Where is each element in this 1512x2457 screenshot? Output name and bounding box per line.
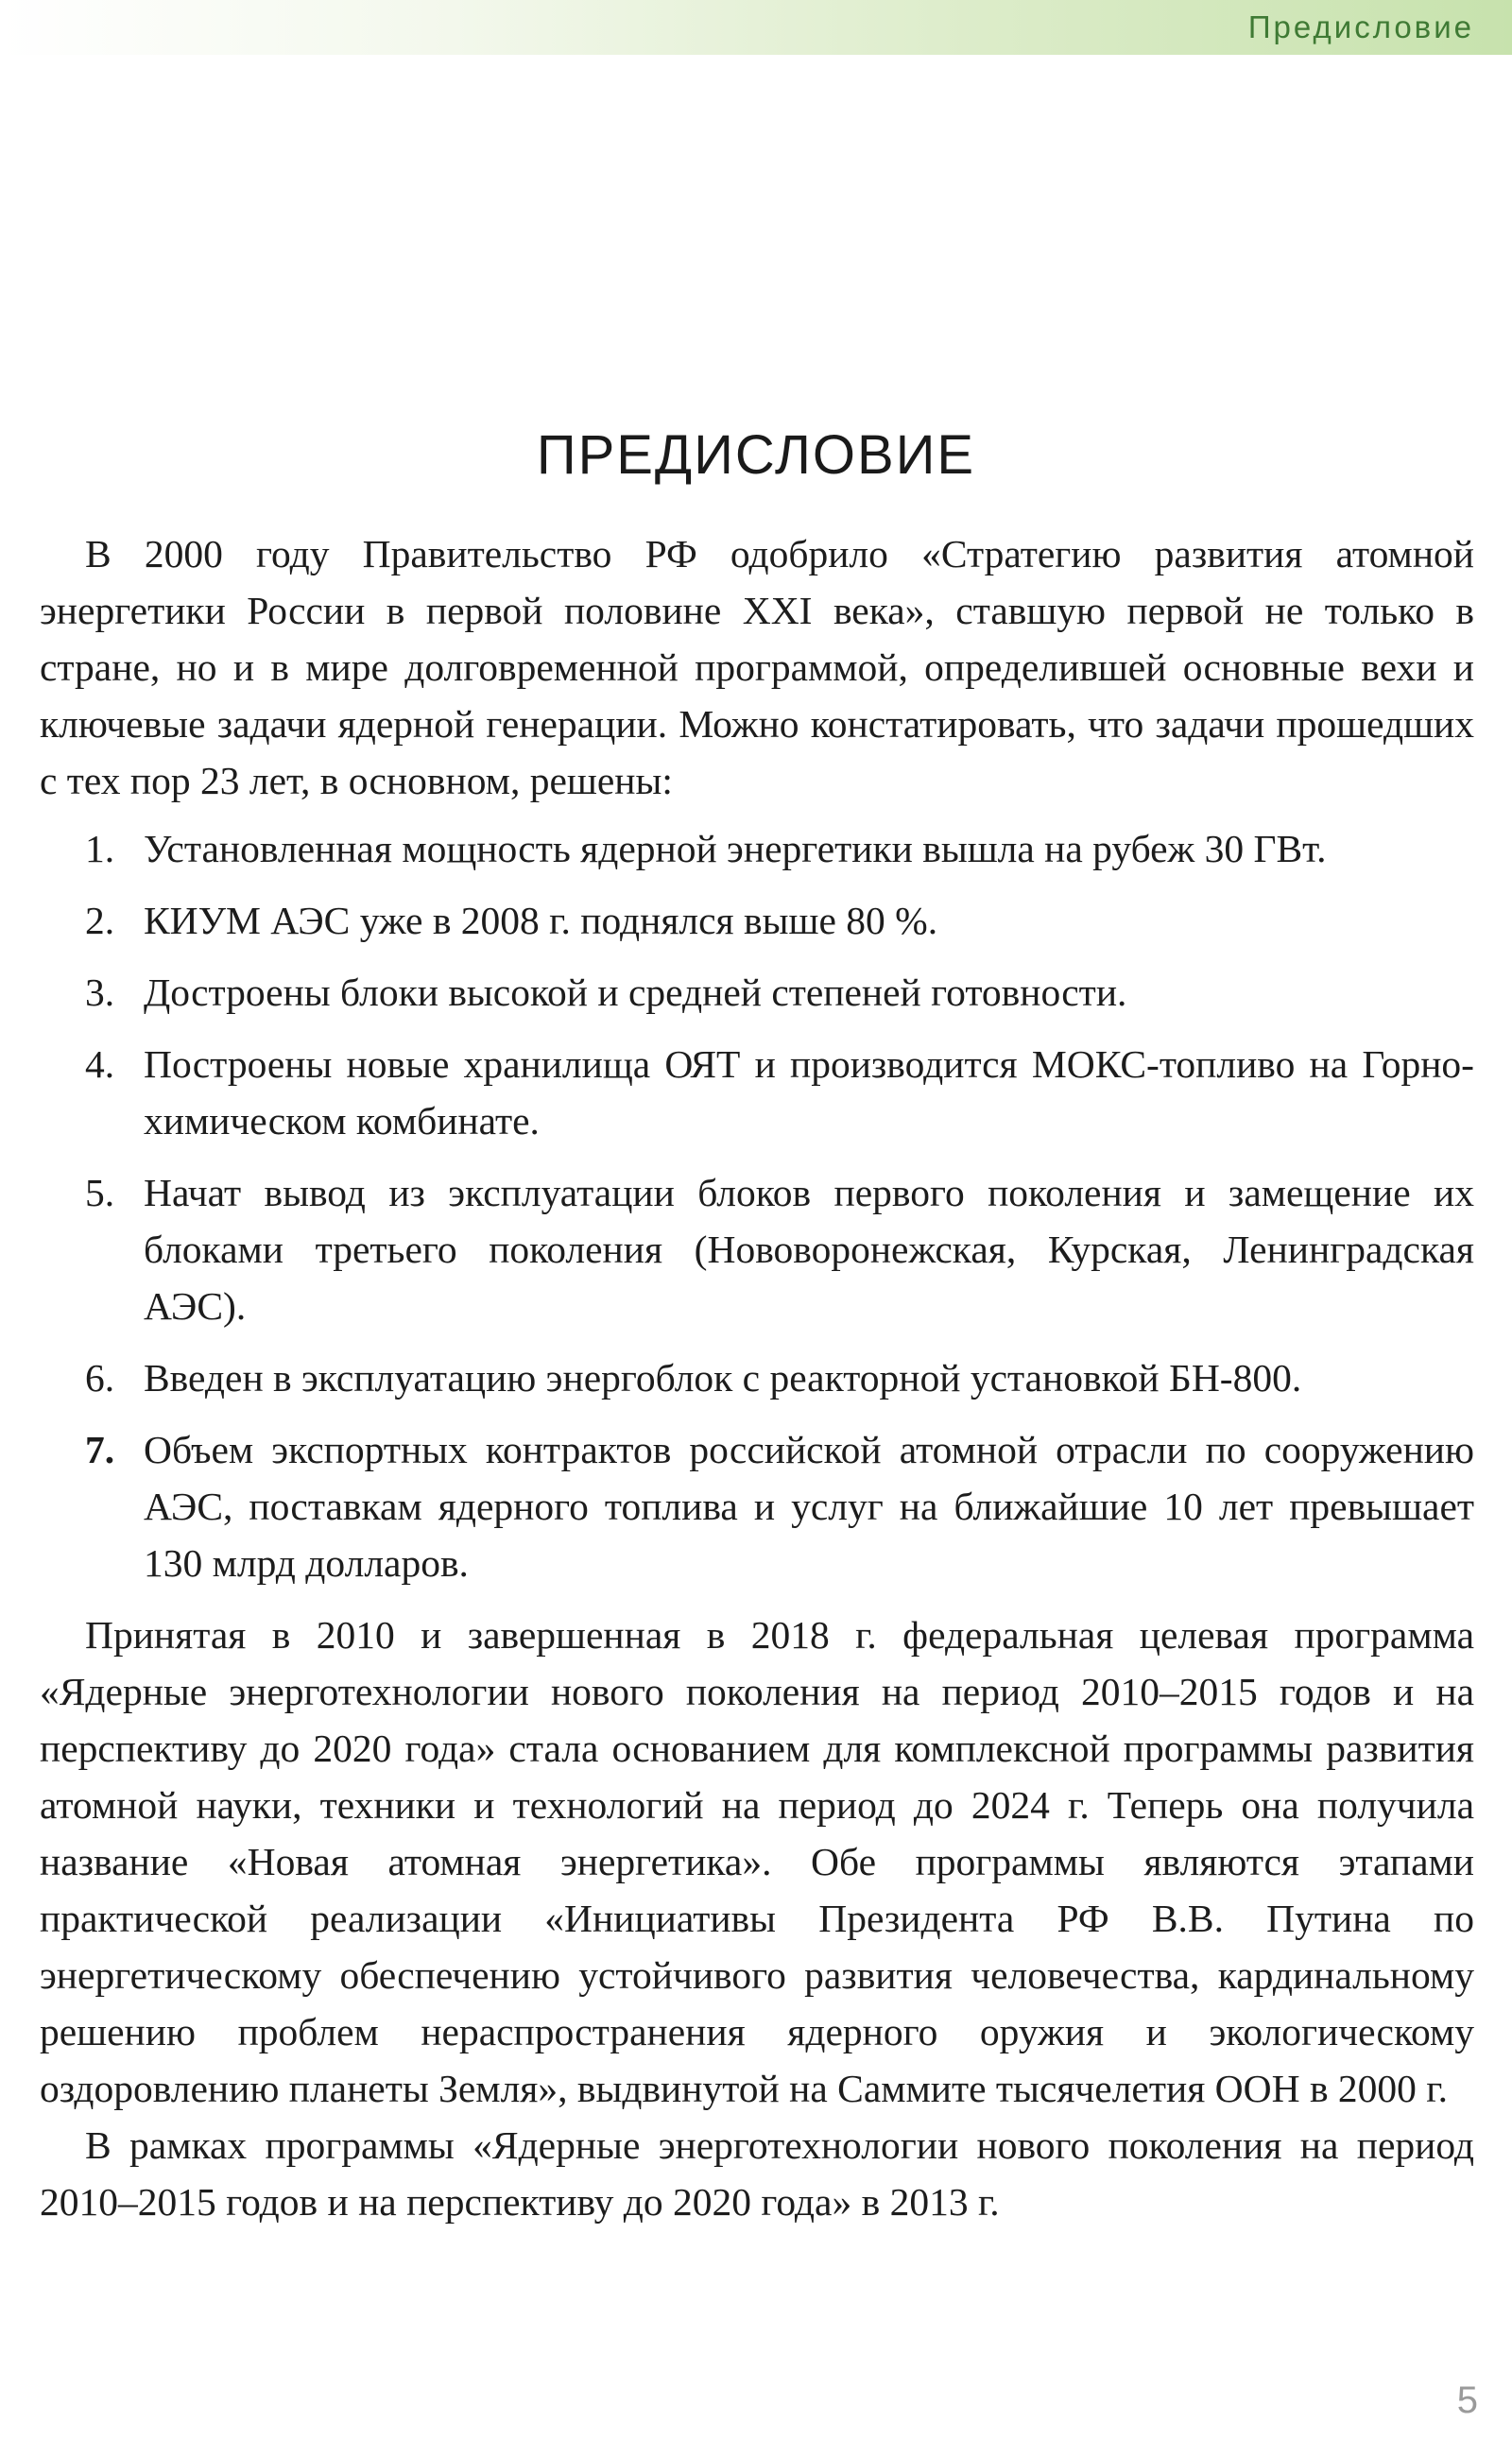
list-item — [40, 1036, 1474, 1149]
list-item-text: Построены новые хранилища ОЯТ и производится МОКС-топливо на Горно-химическом комбинате. — [144, 1042, 1474, 1143]
list-item-text: КИУМ АЭС уже в 2008 г. поднялся выше 80 %. — [144, 899, 938, 942]
list-item-text: Объем экспортных контрактов российской атомной отрасли по сооружению АЭС, поставкам ядерного топлива и услуг на ближайшие 10 лет превышает 130 млрд долларов. — [144, 1428, 1474, 1585]
running-head: Предисловие — [1247, 9, 1474, 44]
list-item-number: 7. — [85, 1428, 115, 1471]
list-item — [40, 1349, 1474, 1406]
list-item — [40, 1421, 1474, 1591]
page-number: 5 — [1456, 2380, 1478, 2421]
list-item — [40, 892, 1474, 949]
program-paragraph: Принятая в 2010 и завершенная в 2018 г. федеральная целевая программа «Ядерные энерготехнологии нового поколения на период 2010–2015 годов и на перспективу до 2020 года» стала основанием для комплексной программы развития атомной науки, техники и технологий на период до 2024 г. Теперь она получила название «Новая атомная энергетика». Обе программы являются этапами практической реализации «Инициативы Президента РФ В.В. Путина по энергетическому обеспечению устойчивого развития человечества, кардинальному решению проблем нераспространения ядерного оружия и экологическому оздоровлению планеты Земля», выдвинутой на Саммите тысячелетия ООН в 2000 г. — [40, 1613, 1474, 2110]
list-item — [40, 1164, 1474, 1334]
list-item-number: 3. — [85, 971, 115, 1014]
list-item-number: 4. — [85, 1042, 115, 1086]
intro-paragraph: В 2000 году Правительство РФ одобрило «Стратегию развития атомной энергетики России в первой половине XXI века», ставшую первой не только в стране, но и в мире долговременной программой, определившей основные вехи и ключевые задачи ядерной генерации. Можно констатировать, что задачи прошедших с тех пор 23 лет, в основном, решены: — [40, 532, 1474, 802]
list-item — [40, 820, 1474, 877]
achievements-list — [40, 820, 1474, 1591]
list-item-text: Достроены блоки высокой и средней степеней готовности. — [144, 971, 1127, 1014]
list-item-number: 2. — [85, 899, 115, 942]
list-item-number: 6. — [85, 1356, 115, 1400]
list-item-number: 5. — [85, 1171, 115, 1214]
body-text — [40, 525, 1474, 2230]
list-item-text: Введен в эксплуатацию энергоблок с реакторной установкой БН-800. — [144, 1356, 1302, 1400]
list-item-number: 1. — [85, 827, 115, 870]
list-item — [40, 964, 1474, 1021]
page-title: ПРЕДИСЛОВИЕ — [536, 424, 976, 486]
list-item-text: Установленная мощность ядерной энергетики вышла на рубеж 30 ГВт. — [144, 827, 1327, 870]
list-item-text: Начат вывод из эксплуатации блоков первого поколения и замещение их блоками третьего поколения (Нововоронежская, Курская, Ленинградская АЭС). — [144, 1171, 1474, 1328]
closing-paragraph: В рамках программы «Ядерные энерготехнологии нового поколения на период 2010–2015 годов и на перспективу до 2020 года» в 2013 г. — [40, 2123, 1474, 2224]
